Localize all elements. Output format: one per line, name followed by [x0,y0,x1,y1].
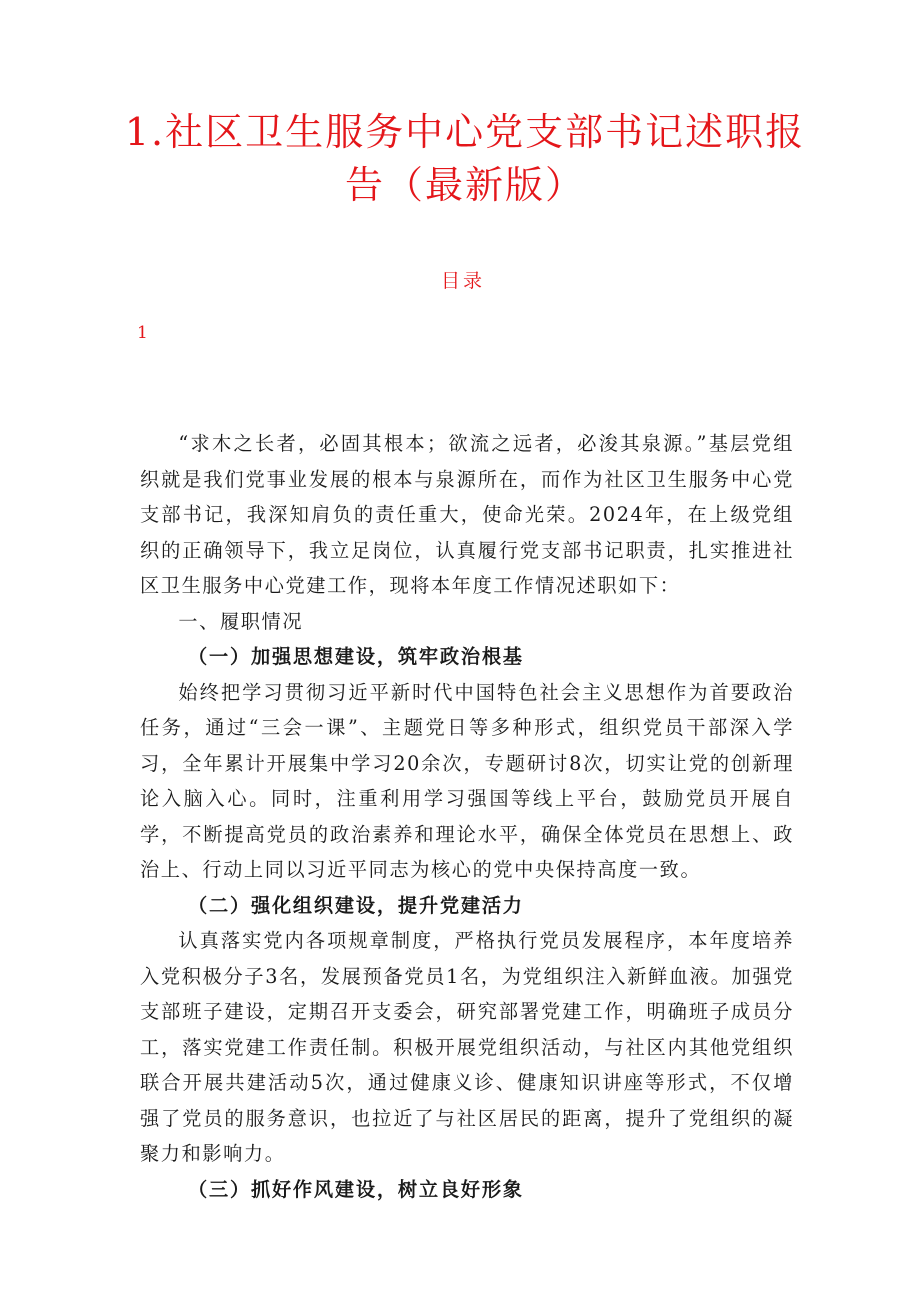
subsection-paragraph: 始终把学习贯彻习近平新时代中国特色社会主义思想作为首要政治任务，通过“三会一课”、主题党日等多种形式，组织党员干部深入学习，全年累计开展集中学习20余次，专题研讨8次，切实让党的创新理论入脑入心。同时，注重利用学习强国等线上平台，鼓励党员开展自学，不断提高党员的政治素养和理论水平，确保全体党员在思想上、政治上、行动上同以习近平同志为核心的党中央保持高度一致。 [140,680,794,881]
intro-paragraph: “求木之长者，必固其根本；欲流之远者，必浚其泉源。”基层党组织就是我们党事业发展的根本与泉源所在，而作为社区卫生服务中心党支部书记，我深知肩负的责任重大，使命光荣。2024年，在上级党组织的正确领导下，我立足岗位，认真履行党支部书记职责，扎实推进社区卫生服务中心党建工作，现将本年度工作情况述职如下： [140,432,794,597]
toc-entry-link[interactable]: 1 [137,323,148,343]
document-body [140,426,794,1207]
subsection-heading: （二）强化组织建设，提升党建活力 [188,893,524,917]
toc-heading: 目录 [440,270,485,292]
subsection-paragraph: 认真落实党内各项规章制度，严格执行党员发展程序，本年度培养入党积极分子3名，发展预备党员1名，为党组织注入新鲜血液。加强党支部班子建设，定期召开支委会，研究部署党建工作，明确班子成员分工，落实党建工作责任制。积极开展党组织活动，与社区内其他党组织联合开展共建活动5次，通过健康义诊、健康知识讲座等形式，不仅增强了党员的服务意识，也拉近了与社区居民的距离，提升了党组织的凝聚力和影响力。 [140,929,794,1165]
document-title: 1.社区卫生服务中心党支部书记述职报告（最新版） [124,110,806,207]
subsection-heading: （一）加强思想建设，筑牢政治根基 [188,645,524,668]
section-heading: 一、履职情况 [178,609,304,633]
subsection-heading: （三）抓好作风建设，树立良好形象 [188,1177,524,1201]
